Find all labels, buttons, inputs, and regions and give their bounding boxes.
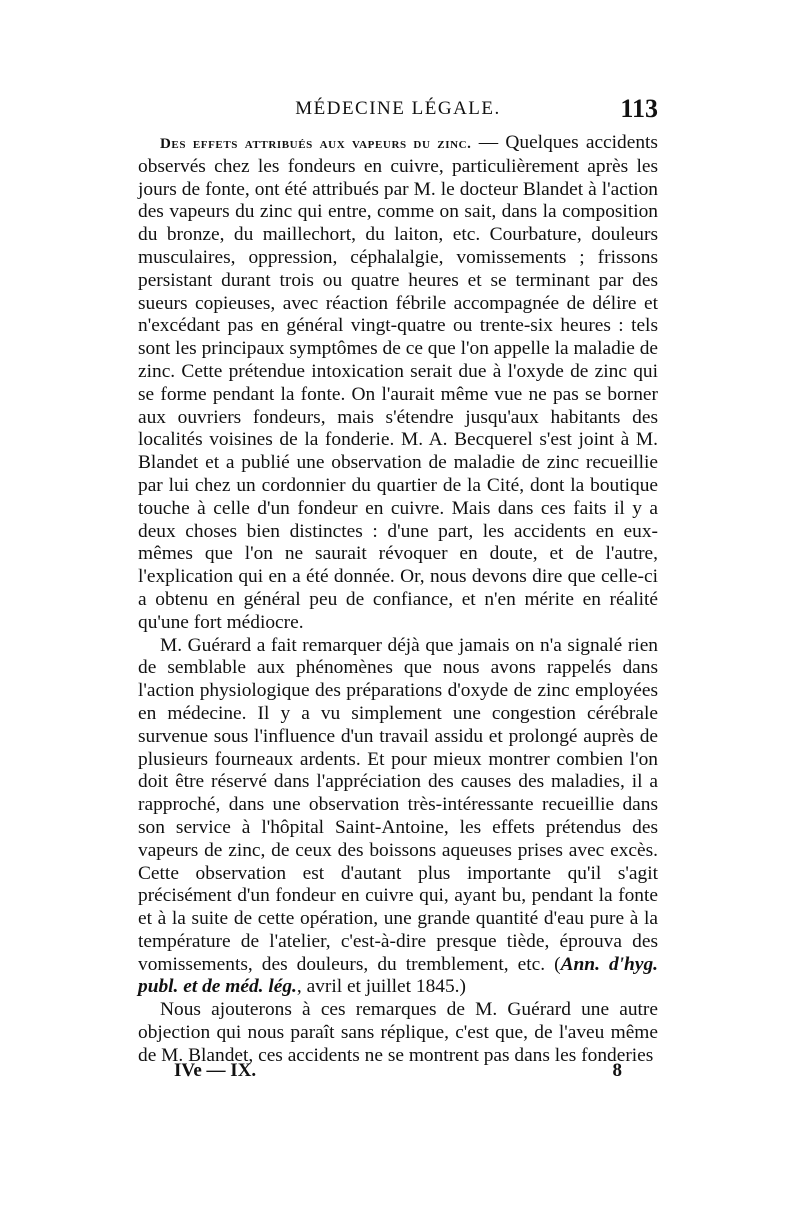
journal-citation: Ann. d'hyg. publ. et de méd. lég. [138,953,658,998]
paragraph-1 [138,132,658,635]
paragraph-3 [138,999,658,1067]
section-dash: — [471,132,506,153]
paragraph-3-text: Nous ajouterons à ces remarques de M. Guérard une autre objection qui nous paraît sans réplique, c'est que, de l'aveu même de M. Blandet, ces accidents ne se montrent pas dans les fonderies [138,999,658,1066]
section-title: Des effets attribués aux vapeurs du zinc. [160,136,472,152]
paragraph-1-text: Quelques accidents observés chez les fondeurs en cuivre, particulièrement après les jours de fonte, ont été attribués par M. le docteur Blandet à l'action des vapeurs du zinc qui entre, comme on sait, dans la composition du bronze, du maillechort, du laiton, etc. Courbature, douleurs musculaires, oppression, céphalalgie, vomissements ; frissons persistant durant trois ou quatre heures et se terminant par des sueurs copieuses, avec réaction fébrile accompagnée de délire et n'excédant pas en général vingt-quatre ou trente-six heures : tels sont les principaux symptômes de ce que l'on appelle la maladie de zinc. Cette prétendue intoxication serait due à l'oxyde de zinc qui se forme pendant la fonte. On l'aurait même vue ne pas se borner aux ouvriers fondeurs, mais s'étendre jusqu'aux habitants des localités voisines de la fonderie. M. A. Becquerel s'est joint à M. Blandet et a publié une observation de maladie de zinc recueillie par lui chez un cordonnier du quartier de la Cité, dont la boutique touche à celle d'un fondeur en cuivre. Mais dans ces faits il y a deux choses bien distinctes : d'une part, les accidents en eux-mêmes que l'on ne saurait révoquer en doute, et de l'autre, l'explication qui en a été donnée. Or, nous devons dire que celle-ci a obtenu en général peu de confiance, et n'en mérite en réalité qu'une fort médiocre. [138,132,658,633]
sheet-number: 8 [612,1060,622,1081]
page-number: 113 [620,94,658,123]
running-head [138,96,658,124]
body-text [138,132,658,1068]
printer-signature-line [174,1060,622,1086]
paragraph-2 [138,635,658,1000]
paragraph-2-citation-date: , avril et juillet 1845.) [296,976,466,998]
printer-signature: IVe — IX. [174,1060,257,1081]
paragraph-2-text: M. Guérard a fait remarquer déjà que jamais on n'a signalé rien de semblable aux phénomènes que nous avons rappelés dans l'action physiologique des préparations d'oxyde de zinc employées en médecine. Il y a vu simplement une congestion cérébrale survenue sous l'influence d'un travail assidu et prolongé auprès de plusieurs fourneaux ardents. Et pour mieux montrer combien l'on doit être réservé dans l'appréciation des causes des maladies, il a rapproché, dans une observation très-intéressante recueillie dans son service à l'hôpital Saint-Antoine, les effets prétendus des vapeurs de zinc, de ceux des boissons aqueuses prises avec excès. Cette observation est d'autant plus importante qu'il s'agit précisément d'un fondeur en cuivre qui, ayant bu, pendant la fonte et à la suite de cette opération, une grande quantité d'eau pure à la température de l'atelier, c'est-à-dire presque tiède, éprouva des vomissements, des douleurs, du tremblement, etc. ( [138,634,658,975]
running-title: MÉDECINE LÉGALE. [295,98,501,119]
